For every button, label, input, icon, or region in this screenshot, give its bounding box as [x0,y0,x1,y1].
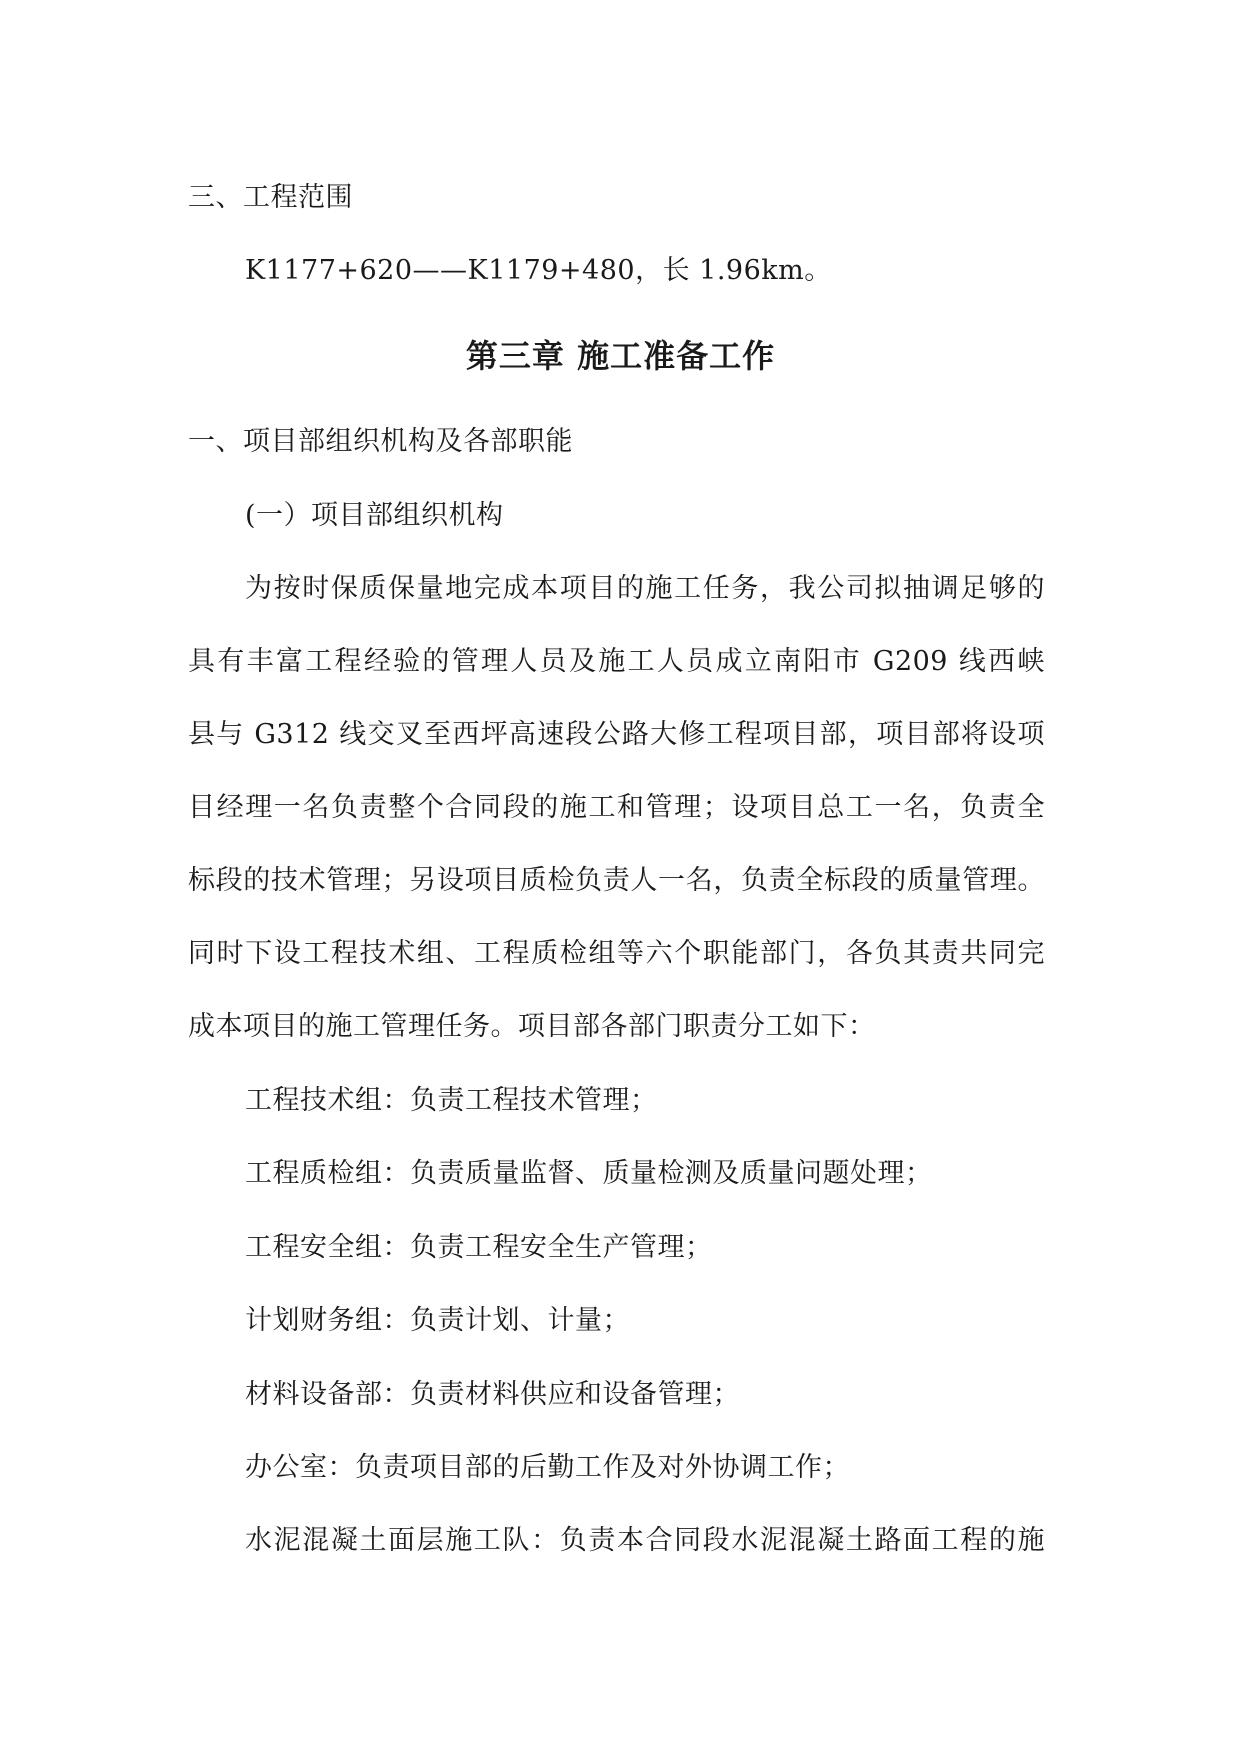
duty-item: 工程安全组：负责工程安全生产管理； [245,1232,713,1263]
duty-item: 材料设备部：负责材料供应和设备管理； [245,1379,740,1410]
duty-item: 计划财务组：负责计划、计量； [245,1305,630,1336]
chapter-title: 第三章 施工准备工作 [465,337,776,375]
paragraph-line: 目经理一名负责整个合同段的施工和管理；设项目总工一名，负责全 [188,792,1045,823]
section-heading-scope: 三、工程范围 [188,182,353,213]
scope-text: K1177+620——K1179+480，长 1.96km。 [245,255,832,286]
duty-item: 办公室：负责项目部的后勤工作及对外协调工作； [245,1452,850,1483]
paragraph-line: 成本项目的施工管理任务。项目部各部门职责分工如下： [188,1011,876,1042]
duty-item: 水泥混凝土面层施工队：负责本合同段水泥混凝土路面工程的施 [245,1525,1045,1556]
duty-item: 工程技术组：负责工程技术管理； [245,1085,658,1116]
paragraph-line: 同时下设工程技术组、工程质检组等六个职能部门，各负其责共同完 [188,938,1045,969]
section-heading-organization: 一、项目部组织机构及各部职能 [188,426,573,457]
duty-item: 工程质检组：负责质量监督、质量检测及质量问题处理； [245,1158,933,1189]
paragraph-line: 县与 G312 线交叉至西坪高速段公路大修工程项目部，项目部将设项 [188,719,1045,750]
subsection-heading: (一）项目部组织机构 [245,500,504,531]
paragraph-line: 具有丰富工程经验的管理人员及施工人员成立南阳市 G209 线西峡 [188,646,1045,677]
paragraph-line: 为按时保质保量地完成本项目的施工任务，我公司拟抽调足够的 [245,573,1045,604]
paragraph-line: 标段的技术管理；另设项目质检负责人一名，负责全标段的质量管理。 [188,865,1045,896]
